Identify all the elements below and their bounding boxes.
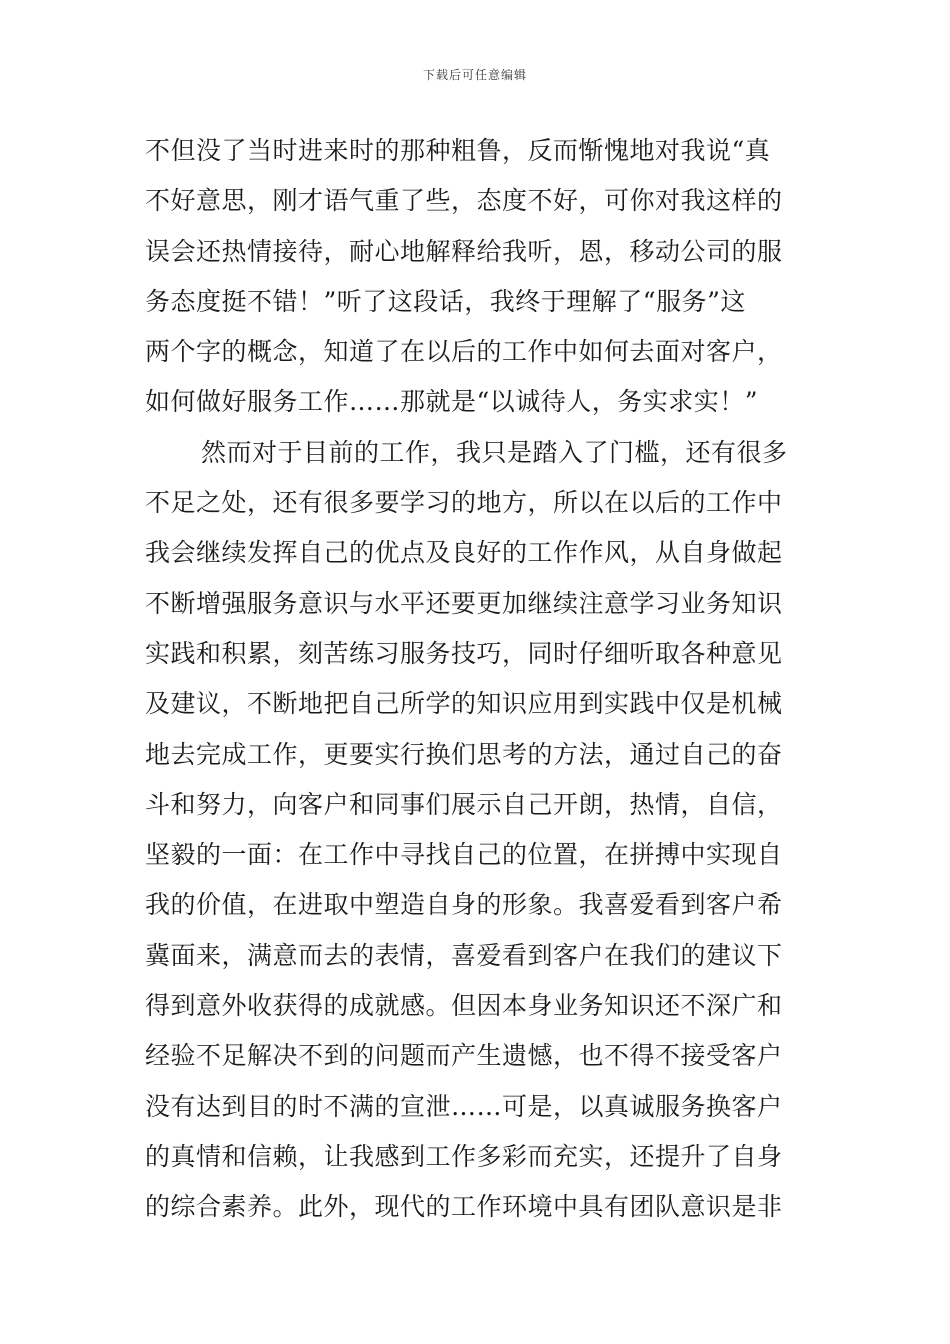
body-text — [145, 126, 810, 1233]
text-line: 不好意思，刚才语气重了些，态度不好，可你对我这样的 — [145, 186, 783, 216]
text-line: 不足之处，还有很多要学习的地方，所以在以后的工作中 — [145, 488, 783, 518]
text-line: 两个字的概念，知道了在以后的工作中如何去面对客户， — [145, 337, 783, 367]
text-line: 斗和努力，向客户和同事们展示自己开朗，热情，自信， — [145, 789, 783, 819]
text-line: 冀面来，满意而去的表情，喜爱看到客户在我们的建议下 — [145, 940, 783, 970]
text-line: 如何做好服务工作……那就是“以诚待人，务实求实！” — [145, 387, 759, 417]
text-line: 及建议，不断地把自己所学的知识应用到实践中仅是机械 — [145, 689, 783, 719]
text-line: 经验不足解决不到的问题而产生遗憾，也不得不接受客户 — [145, 1041, 783, 1071]
text-line: 务态度挺不错！”听了这段话，我终于理解了“服务”这 — [145, 286, 746, 316]
text-line: 不断增强服务意识与水平还要更加继续注意学习业务知识 — [145, 588, 783, 618]
text-line: 得到意外收获得的成就感。但因本身业务知识还不深广和 — [145, 991, 783, 1021]
text-line: 误会还热情接待，耐心地解释给我听，恩，移动公司的服 — [145, 236, 783, 266]
paragraph-first-line: 然而对于目前的工作，我只是踏入了门槛，还有很多 — [201, 437, 788, 467]
text-line: 的综合素养。此外，现代的工作环境中具有团队意识是非 — [145, 1192, 783, 1222]
text-line: 我的价值，在进取中塑造自身的形象。我喜爱看到客户希 — [145, 890, 783, 920]
text-line: 地去完成工作，更要实行换们思考的方法，通过自己的奋 — [145, 739, 783, 769]
text-line: 没有达到目的时不满的宣泄……可是，以真诚服务换客户 — [145, 1091, 783, 1121]
page-header-note: 下载后可任意编辑 — [422, 68, 527, 82]
text-line: 实践和积累，刻苦练习服务技巧，同时仔细听取各种意见 — [145, 638, 783, 668]
text-line: 的真情和信赖，让我感到工作多彩而充实，还提升了自身 — [145, 1141, 783, 1171]
text-line: 坚毅的一面：在工作中寻找自己的位置，在拼搏中实现自 — [145, 840, 783, 870]
text-line: 我会继续发挥自己的优点及良好的工作作风，从自身做起 — [145, 538, 783, 568]
text-line: 不但没了当时进来时的那种粗鲁，反而惭愧地对我说“真 — [145, 136, 771, 165]
